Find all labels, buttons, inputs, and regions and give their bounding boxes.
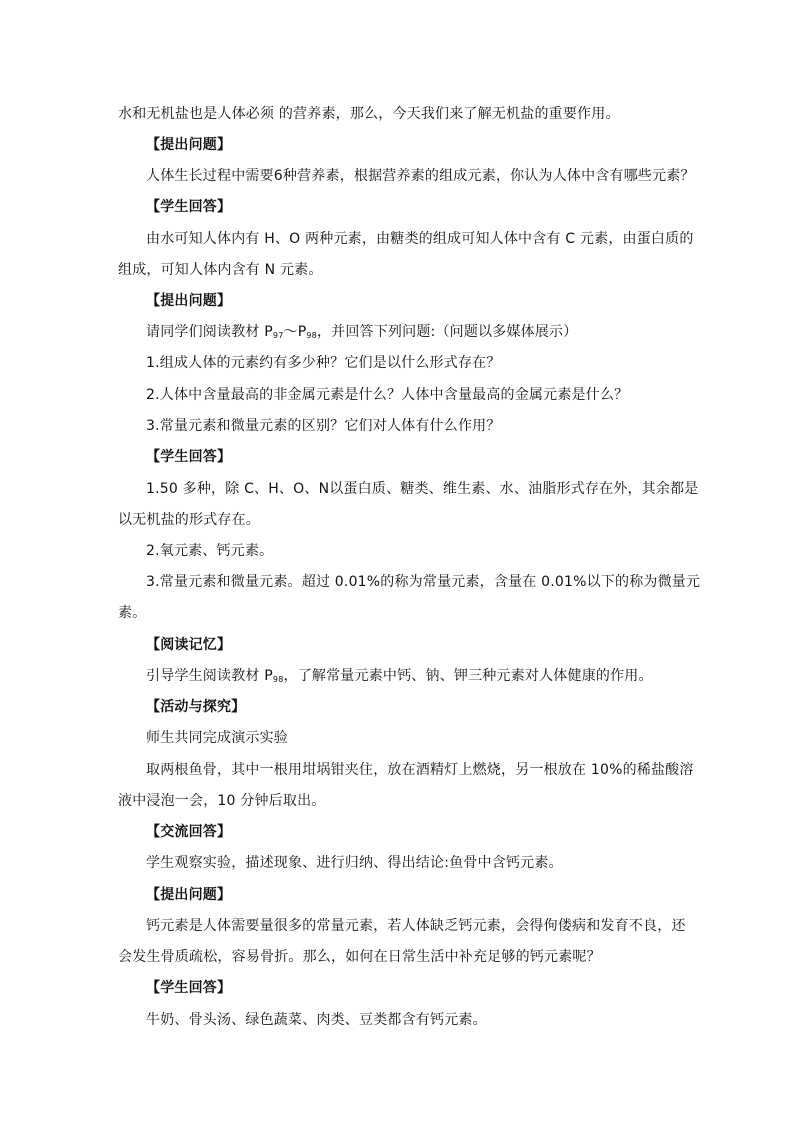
section-heading: 【交流回答】 bbox=[146, 824, 232, 840]
paragraph-line: 钙元素是人体需要量很多的常量元素，若人体缺乏钙元素，会得佝偻病和发育不良，还 bbox=[146, 918, 686, 934]
section-heading: 【提出问题】 bbox=[146, 137, 232, 153]
paragraph-line bbox=[146, 321, 577, 341]
paragraph-line: 素。 bbox=[118, 605, 147, 621]
paragraph-line: 学生观察实验，描述现象、进行归纳、得出结论:鱼骨中含钙元素。 bbox=[146, 855, 563, 871]
text-segment: 请同学们阅读教材 P bbox=[146, 324, 273, 340]
answer-item: 1.50 多种，除 C、H、O、N以蛋白质、糖类、维生素、水、油脂形式存在外，其余都是 bbox=[146, 481, 699, 497]
text-segment: ，并回答下列问题:（问题以多媒体展示） bbox=[316, 324, 578, 340]
section-heading: 【学生回答】 bbox=[146, 449, 232, 465]
paragraph-line bbox=[146, 665, 653, 685]
text-segment: 引导学生阅读教材 P bbox=[146, 668, 273, 684]
page-subscript: 97 bbox=[272, 331, 284, 340]
page-subscript: 98 bbox=[306, 331, 317, 340]
section-heading: 【学生回答】 bbox=[146, 980, 232, 996]
question-item: 1.组成人体的元素约有多少种？它们是以什么形式存在？ bbox=[146, 355, 501, 371]
section-heading: 【提出问题】 bbox=[146, 887, 232, 903]
paragraph-line: 水和无机盐也是人体必须 的营养素，那么，今天我们来了解无机盐的重要作用。 bbox=[118, 106, 620, 122]
paragraph-line: 以无机盐的形式存在。 bbox=[118, 512, 260, 528]
section-heading: 【学生回答】 bbox=[146, 199, 232, 215]
paragraph-line: 取两根鱼骨，其中一根用坩埚钳夹住，放在酒精灯上燃烧，另一根放在 10%的稀盐酸溶 bbox=[146, 762, 694, 778]
section-heading: 【活动与探究】 bbox=[146, 699, 246, 715]
section-heading: 【阅读记忆】 bbox=[146, 637, 232, 653]
text-segment: ，了解常量元素中钙、钠、钾三种元素对人体健康的作用。 bbox=[283, 668, 653, 684]
text-segment: ～P bbox=[283, 324, 307, 340]
answer-item: 2.氧元素、钙元素。 bbox=[146, 543, 274, 559]
question-item: 3.常量元素和微量元素的区别？它们对人体有什么作用？ bbox=[146, 418, 501, 434]
paragraph-line: 牛奶、骨头汤、绿色蔬菜、肉类、豆类都含有钙元素。 bbox=[146, 1012, 487, 1028]
paragraph-line: 由水可知人体内有 H、O 两种元素，由糖类的组成可知人体中含有 C 元素，由蛋白质的 bbox=[146, 231, 694, 247]
answer-item: 3.常量元素和微量元素。超过 0.01%的称为常量元素，含量在 0.01%以下的称为微量元 bbox=[146, 574, 701, 590]
paragraph-line: 组成，可知人体内含有 N 元素。 bbox=[118, 262, 323, 278]
section-heading: 【提出问题】 bbox=[146, 293, 232, 309]
question-item: 2.人体中含量最高的非金属元素是什么？人体中含量最高的金属元素是什么？ bbox=[146, 387, 629, 403]
paragraph-line: 师生共同完成演示实验 bbox=[146, 730, 288, 746]
page-subscript: 98 bbox=[272, 675, 284, 684]
paragraph-line: 会发生骨质疏松，容易骨折。那么，如何在日常生活中补充足够的钙元素呢？ bbox=[118, 949, 601, 965]
paragraph-line: 人体生长过程中需要6种营养素，根据营养素的组成元素，你认为人体中含有哪些元素？ bbox=[146, 168, 695, 184]
paragraph-line: 液中浸泡一会，10 分钟后取出。 bbox=[118, 793, 326, 809]
